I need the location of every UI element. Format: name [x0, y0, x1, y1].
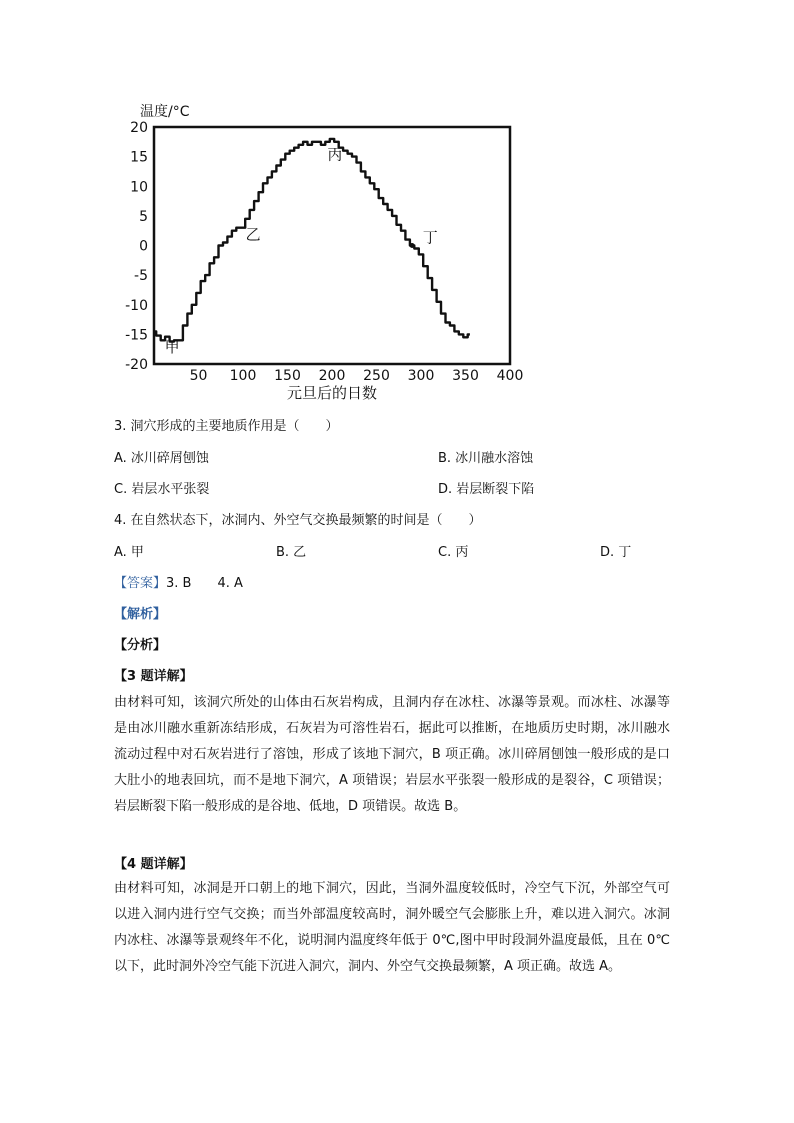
analysis-label: 【解析】	[114, 607, 167, 622]
detail-3-label: 【3 题详解】	[114, 669, 193, 684]
x-tick-label: 150	[274, 368, 301, 384]
y-tick-label: -20	[125, 357, 148, 373]
annotation-label: 乙	[245, 225, 261, 244]
answer-text: 3. B 4. A	[166, 576, 243, 591]
x-tick-label: 200	[318, 368, 346, 384]
temperature-chart	[118, 96, 538, 406]
q4-option-b: B. 乙	[276, 545, 307, 560]
q4-option-d: D. 丁	[600, 545, 632, 560]
detail-3-text: 由材料可知，该洞穴所处的山体由石灰岩构成，且洞内存在冰柱、冰瀑等景观。而冰柱、冰瀑等是由冰川融水重新冻结形成，石灰岩为可溶性岩石，据此可以推断，在地质历史时期，冰川融水流动过程中对石灰岩进行了溶蚀，形成了该地下洞穴，B 项正确。冰川碎屑刨蚀一般形成的是口大肚小的地表回坑，而不是地下洞穴，A 项错误；岩层水平张裂一般形成的是裂谷，C 项错误；岩层断裂下陷一般形成的是谷地、低地，D 项错误。故选 B。	[114, 695, 670, 814]
annotation-label: 甲	[164, 338, 180, 357]
detail-4-label: 【4 题详解】	[114, 857, 193, 872]
y-tick-label: 0	[139, 238, 148, 255]
annotation-label: 丙	[327, 145, 343, 164]
x-tick-labels	[190, 368, 524, 384]
q4-option-c: C. 丙	[438, 545, 469, 560]
question-3-stem: 3. 洞穴形成的主要地质作用是（ ）	[114, 419, 339, 434]
y-tick-label: -15	[125, 327, 148, 344]
answer-label: 【答案】	[114, 576, 167, 591]
q3-option-a: A. 冰川碎屑刨蚀	[114, 451, 209, 466]
detail-4-text: 由材料可知，冰洞是开口朝上的地下洞穴，因此，当洞外温度较低时，冷空气下沉，外部空气可以进入洞内进行空气交换；而当外部温度较高时，洞外暖空气会膨胀上升，难以进入洞穴。冰洞内冰柱、冰瀑等景观终年不化，说明洞内温度终年低于 0℃,图中甲时段洞外温度最低，且在 0℃以下，此时洞外冷空气能下沉进入洞穴，洞内、外空气交换最频繁，A 项正确。故选 A。	[114, 881, 670, 974]
y-tick-label: 20	[130, 120, 148, 136]
x-axis-label: 元旦后的日数	[286, 384, 378, 402]
answer-line	[114, 572, 243, 591]
y-tick-label: 5	[139, 208, 148, 225]
q3-option-d: D. 岩层断裂下陷	[438, 482, 535, 497]
x-tick-label: 250	[363, 368, 390, 384]
q3-option-b: B. 冰川融水溶蚀	[438, 451, 534, 466]
x-tick-label: 400	[496, 368, 524, 384]
annotation-label: 丁	[422, 228, 438, 247]
x-tick-label: 50	[189, 368, 208, 384]
y-tick-label: -10	[125, 297, 148, 314]
fenxi-label: 【分析】	[114, 638, 167, 653]
x-tick-label: 300	[407, 368, 435, 384]
y-axis-label: 温度/°C	[140, 104, 190, 120]
period-annotations	[165, 146, 438, 357]
question-4-stem: 4. 在自然状态下，冰洞内、外空气交换最频繁的时间是（ ）	[114, 513, 482, 528]
x-tick-label: 100	[229, 368, 257, 384]
ding-point-marker	[410, 243, 415, 248]
x-tick-label: 350	[452, 368, 479, 384]
q4-option-a: A. 甲	[114, 545, 144, 560]
y-tick-label: 10	[130, 179, 148, 196]
y-tick-labels	[125, 120, 148, 373]
y-tick-label: 15	[130, 149, 148, 166]
y-tick-label: -5	[134, 268, 148, 285]
q3-option-c: C. 岩层水平张裂	[114, 482, 210, 497]
